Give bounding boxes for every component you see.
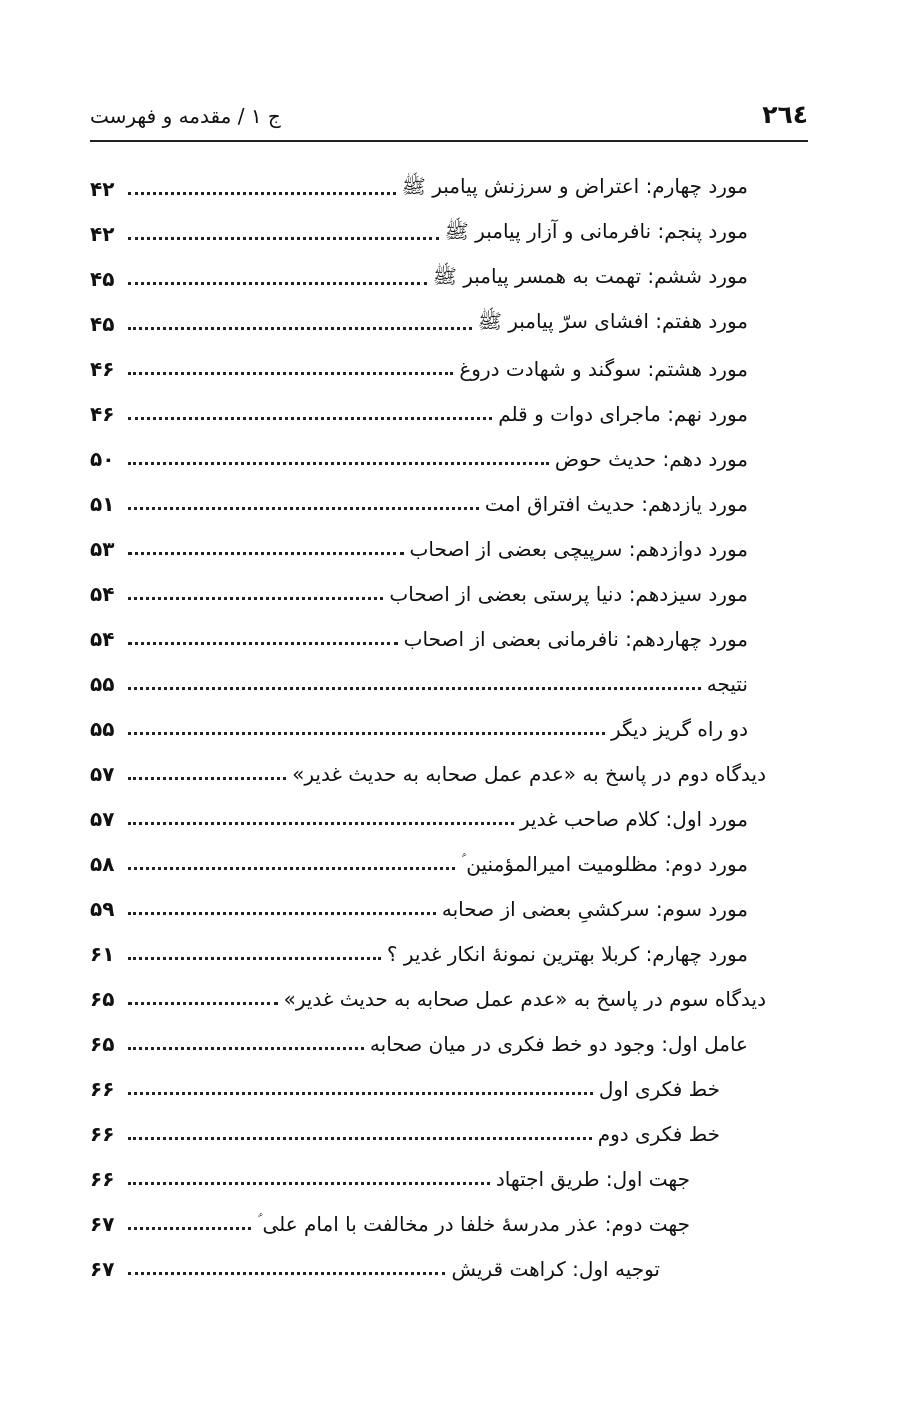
toc-page-number: ۶۶ — [90, 1076, 115, 1101]
toc-entry-title: مورد چهارم: کربلا بهترین نمونۀ انکار غدیر ؟ — [386, 941, 748, 966]
toc-entry-title: دیدگاه سوم در پاسخ به «عدم عمل صحابه به حدیث غدیر» — [283, 986, 766, 1011]
toc-page-number: ۶۱ — [90, 941, 115, 966]
toc-entry-title: نتیجه — [706, 671, 748, 696]
dot-leader — [128, 1182, 490, 1185]
toc-page-number: ۵۴ — [90, 581, 115, 606]
dot-leader — [128, 822, 514, 825]
toc-entry[interactable] — [90, 526, 766, 571]
dot-leader — [128, 462, 549, 465]
toc-entry-title: مورد هشتم: سوگند و شهادت دروغ — [459, 356, 748, 381]
toc-entry-title: جهت دوم: عذر مدرسۀ خلفا در مخالفت با امام علی ؑ — [257, 1211, 690, 1236]
toc-page-number: ۴۶ — [90, 356, 115, 381]
toc-page-number: ۵۵ — [90, 716, 115, 741]
toc-entry[interactable] — [90, 796, 766, 841]
toc-entry[interactable] — [90, 661, 766, 706]
toc-entry-title: مورد اول: کلام صاحب غدیر — [520, 806, 748, 831]
toc-entry-title: دو راه گریز دیگر — [610, 716, 748, 741]
toc-entry[interactable] — [90, 706, 766, 751]
toc-entry[interactable] — [90, 976, 766, 1021]
dot-leader — [128, 912, 436, 915]
toc-entry-title: خط فکری دوم — [597, 1121, 720, 1146]
toc-entry[interactable] — [90, 571, 766, 616]
toc-page-number: ۴۵ — [90, 266, 115, 291]
toc-page-number: ۵۷ — [90, 806, 115, 831]
toc-page-number: ۶۵ — [90, 986, 115, 1011]
toc-entry-title: مورد دوم: مظلومیت امیرالمؤمنین ؑ — [461, 851, 748, 876]
dot-leader — [128, 237, 439, 240]
toc-entry[interactable] — [90, 1201, 766, 1246]
dot-leader — [128, 642, 398, 645]
toc-page-number: ۶۷ — [90, 1211, 115, 1236]
toc-entry[interactable] — [90, 391, 766, 436]
toc-entry[interactable] — [90, 931, 766, 976]
dot-leader — [128, 372, 453, 375]
dot-leader — [128, 687, 701, 690]
toc-entry[interactable] — [90, 616, 766, 661]
toc-page-number: ۴۶ — [90, 401, 115, 426]
dot-leader — [128, 1227, 251, 1230]
toc-page-number: ۵۵ — [90, 671, 115, 696]
toc-page-number: ۶۷ — [90, 1256, 115, 1281]
dot-leader — [128, 1092, 593, 1095]
toc-page-number: ۴۲ — [90, 176, 115, 201]
toc-entry[interactable] — [90, 211, 766, 256]
dot-leader — [128, 507, 479, 510]
toc-page-number: ۴۲ — [90, 221, 115, 246]
toc-entry[interactable] — [90, 166, 766, 211]
dot-leader — [128, 282, 427, 285]
dot-leader — [128, 732, 605, 735]
toc-page-number: ۴۵ — [90, 311, 115, 336]
dot-leader — [128, 597, 383, 600]
toc-entry-title: مورد نهم: ماجرای دوات و قلم — [498, 401, 748, 426]
toc-entry[interactable] — [90, 841, 766, 886]
toc-entry-title: مورد ششم: تهمت به همسر پیامبر ﷺ — [432, 264, 748, 288]
dot-leader — [128, 417, 492, 420]
toc-page-number: ۵۴ — [90, 626, 115, 651]
dot-leader — [128, 957, 381, 960]
dot-leader — [128, 777, 286, 780]
toc-entry[interactable] — [90, 1021, 766, 1066]
dot-leader — [128, 1272, 445, 1275]
toc-page-number: ۵۰ — [90, 446, 115, 471]
toc-entry-title: مورد چهاردهم: نافرمانی بعضی از اصحاب — [403, 626, 748, 651]
dot-leader — [128, 1002, 278, 1005]
toc-entry[interactable] — [90, 1246, 766, 1291]
page-number: ٢٦٤ — [762, 100, 808, 129]
dot-leader — [128, 1047, 364, 1050]
toc-entry[interactable] — [90, 886, 766, 931]
toc-page-number: ۶۶ — [90, 1166, 115, 1191]
dot-leader — [128, 192, 396, 195]
toc-entry-title: جهت اول: طریق اجتهاد — [495, 1166, 690, 1191]
toc-entry-title: مورد یازدهم: حدیث افتراق امت — [484, 491, 748, 516]
toc-entry-title: مورد هفتم: افشای سرّ پیامبر ﷺ — [477, 309, 748, 333]
toc-entry[interactable] — [90, 436, 766, 481]
running-head: ج ۱ / مقدمه و فهرست — [90, 104, 281, 128]
toc-entry-title: دیدگاه دوم در پاسخ به «عدم عمل صحابه به حدیث غدیر» — [292, 761, 766, 786]
toc-page-number: ۶۶ — [90, 1121, 115, 1146]
toc-entry[interactable] — [90, 481, 766, 526]
page-header — [90, 88, 808, 142]
dot-leader — [128, 327, 472, 330]
toc-entry[interactable] — [90, 346, 766, 391]
toc-entry-title: مورد چهارم: اعتراض و سرزنش پیامبر ﷺ — [401, 174, 748, 198]
dot-leader — [128, 867, 455, 870]
toc-entry-title: عامل اول: وجود دو خط فکری در میان صحابه — [369, 1031, 748, 1056]
toc-entry[interactable] — [90, 1156, 766, 1201]
toc-page-number: ۵۹ — [90, 896, 115, 921]
table-of-contents — [90, 166, 766, 1291]
toc-entry-title: مورد دوازدهم: سرپیچی بعضی از اصحاب — [409, 536, 748, 561]
dot-leader — [128, 1137, 592, 1140]
toc-entry-title: مورد دهم: حدیث حوض — [554, 446, 748, 471]
toc-entry-title: مورد پنجم: نافرمانی و آزار پیامبر ﷺ — [444, 219, 748, 243]
toc-page-number: ۵۷ — [90, 761, 115, 786]
dot-leader — [128, 552, 404, 555]
toc-page-number: ۶۵ — [90, 1031, 115, 1056]
toc-page-number: ۵۱ — [90, 491, 115, 516]
toc-entry[interactable] — [90, 256, 766, 301]
toc-entry-title: خط فکری اول — [598, 1076, 720, 1101]
toc-entry[interactable] — [90, 301, 766, 346]
toc-entry[interactable] — [90, 751, 766, 796]
toc-entry-title: مورد سوم: سرکشیِ بعضی از صحابه — [441, 896, 748, 921]
toc-page-number: ۵۳ — [90, 536, 115, 561]
toc-entry-title: مورد سیزدهم: دنیا پرستی بعضی از اصحاب — [389, 581, 748, 606]
toc-page-number: ۵۸ — [90, 851, 115, 876]
toc-entry[interactable] — [90, 1111, 766, 1156]
toc-entry-title: توجیه اول: کراهت قریش — [451, 1256, 660, 1281]
toc-entry[interactable] — [90, 1066, 766, 1111]
